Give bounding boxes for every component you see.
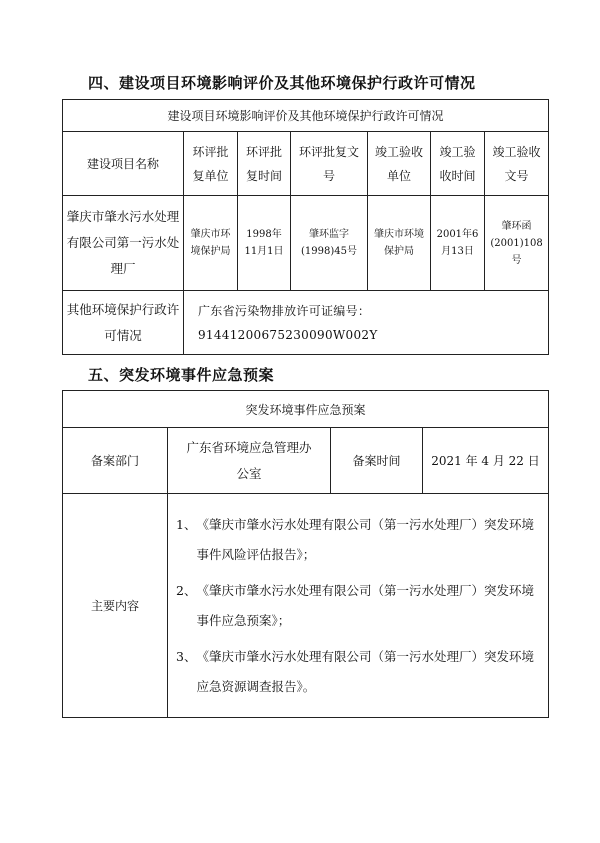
filing-dept-label: 备案部门 [63,428,168,494]
main-content-items [168,494,549,718]
item-number: 2、 [176,582,197,598]
content-item [176,576,544,636]
cell-acceptance-time: 2001年6月13日 [431,196,485,291]
pollutant-permit-number: 广东省污染物排放许可证编号：91441200675230090W002Y [184,291,549,355]
section-4-heading: 四、建设项目环境影响评价及其他环境保护行政许可情况 [88,74,476,92]
header-eia-doc: 环评批复文号 [291,132,368,196]
other-permits-label: 其他环境保护行政许可情况 [63,291,184,355]
item-text: 《肇庆市肇水污水处理有限公司（第一污水处理厂）突发环境事件应急预案》； [196,582,534,628]
eia-permit-table [62,99,549,355]
cell-eia-time: 1998年11月1日 [238,196,291,291]
emergency-plan-table [62,390,549,718]
content-item [176,510,544,570]
cell-eia-doc: 肇环监字(1998)45号 [291,196,368,291]
section-5-heading: 五、突发环境事件应急预案 [88,366,275,384]
filing-time-label: 备案时间 [331,428,423,494]
filing-dept-value: 广东省环境应急管理办公室 [168,428,331,494]
cell-acceptance-unit: 肇庆市环境保护局 [368,196,431,291]
header-acceptance-time: 竣工验收时间 [431,132,485,196]
item-number: 3、 [176,648,197,664]
header-eia-time: 环评批复时间 [238,132,291,196]
header-acceptance-unit: 竣工验收单位 [368,132,431,196]
cell-eia-unit: 肇庆市环境保护局 [184,196,238,291]
item-number: 1、 [176,516,197,532]
content-item [176,642,544,702]
item-text: 《肇庆市肇水污水处理有限公司（第一污水处理厂）突发环境应急资源调查报告》。 [196,648,534,694]
emergency-table-title: 突发环境事件应急预案 [63,391,549,428]
header-project-name: 建设项目名称 [63,132,184,196]
header-eia-unit: 环评批复单位 [184,132,238,196]
main-content-label: 主要内容 [63,494,168,718]
cell-acceptance-doc: 肇环函(2001)108号 [485,196,549,291]
header-acceptance-doc: 竣工验收文号 [485,132,549,196]
filing-time-value: 2021 年 4 月 22 日 [423,428,549,494]
cell-project-name: 肇庆市肇水污水处理有限公司第一污水处理厂 [63,196,184,291]
item-text: 《肇庆市肇水污水处理有限公司（第一污水处理厂）突发环境事件风险评估报告》； [196,516,534,562]
eia-table-title: 建设项目环境影响评价及其他环境保护行政许可情况 [63,100,549,132]
